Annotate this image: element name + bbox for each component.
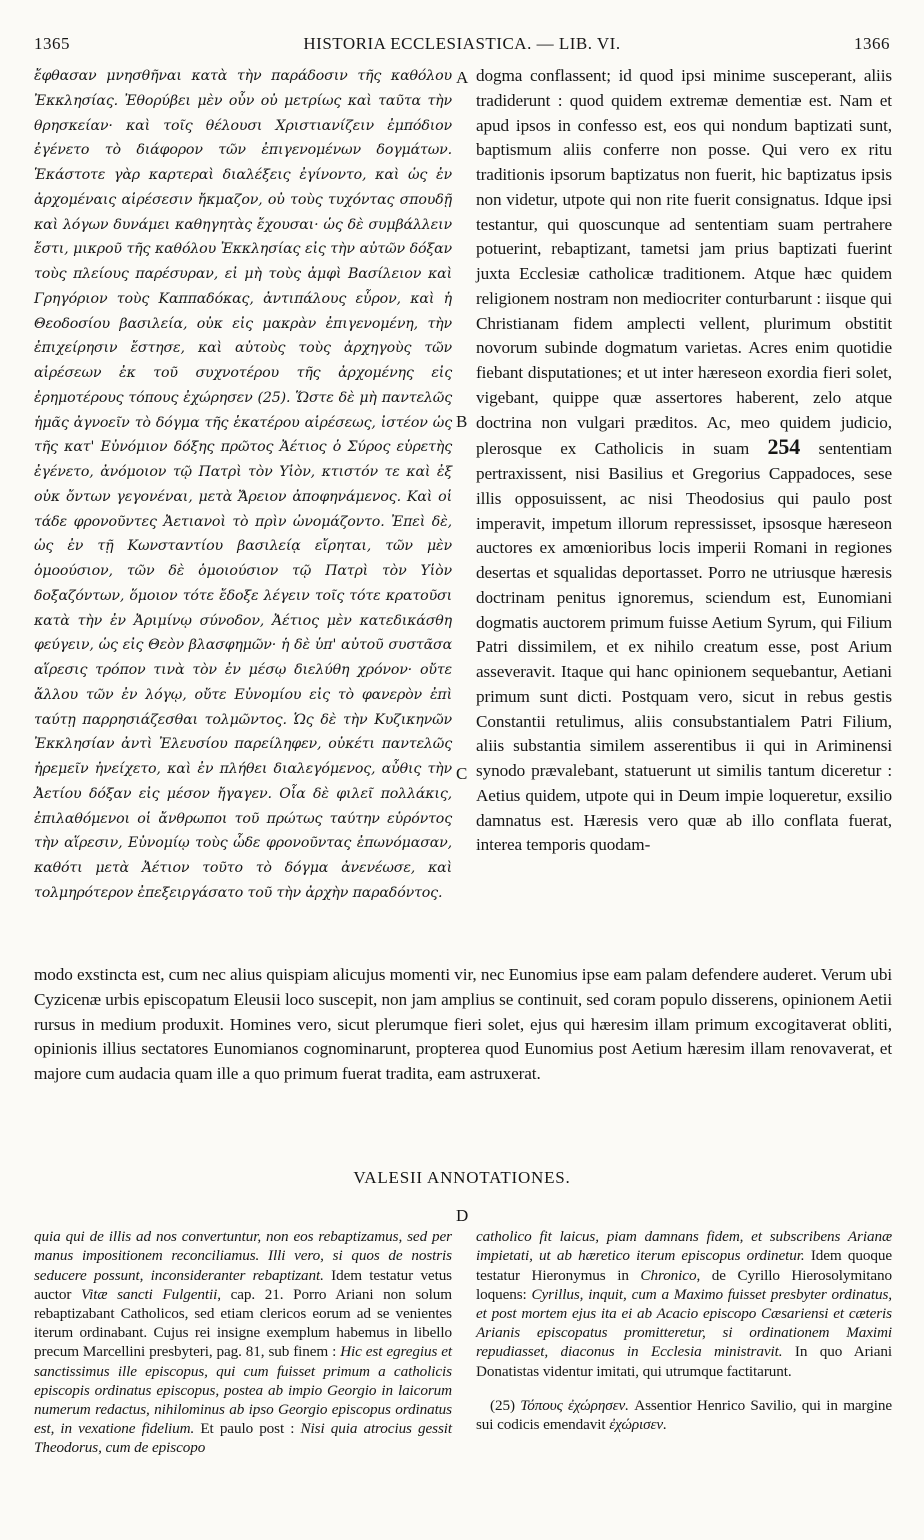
greek-column bbox=[34, 64, 452, 959]
latin-paragraph bbox=[476, 64, 892, 858]
greek-paragraph: ἔφθασαν μνησθῆναι κατὰ τὴν παράδοσιν τῆς καθόλου Ἐκκλησίας. Ἐθορύβει μὲν οὖν οὐ μετρίως καὶ ταῦτα τὴν θρησκείαν· καὶ τοῖς θέλουσι Χριστιανίζειν ἐμπόδιον ἐγένετο τὸ διάφορον τῶν ἐπιγενομένων δογμάτων. Ἑκάστοτε γὰρ καρτεραὶ διαλέξεις ἐγίνοντο, καὶ ὡς ἐν ἀρχομέναις αἱρέσεσιν ἤκμαζον, οὐ τοὺς τυχόντας σπουδῇ καὶ λόγων δυνάμει καθηγητὰς ἔχουσαι· ὡς δὲ συμβάλλειν ἔστι, μικροῦ τῆς καθόλου Ἐκκλησίας εἰς τὴν αὐτῶν δόξαν τοὺς πλείους παρέσυραν, εἰ μὴ τοὺς ἀμφὶ Βασίλειον καὶ Γρηγόριον τοὺς Καππαδόκας, ἀντιπάλους εὗρον, καὶ ἡ Θεοδοσίου βασιλεία, οὐκ εἰς μακρὰν ἐπιγενομένη, τὴν ἐπιχείρησιν ἔστησε, καὶ αὐτοὺς τοὺς ἀρχηγοὺς τῶν αἱρέσεων ἐκ τοῦ συχνοτέρου τῆς ἀρχομένης εἰς ἐρημοτέρους τόπους ἐχώρησεν (25). Ὥστε δὲ μὴ παντελῶς ἡμᾶς ἀγνοεῖν τὸ δόγμα τῆς ἑκατέρου αἱρέσεως, ἰστέον ὡς τῆς κατ' Εὐνόμιον δόξης πρῶτος Ἀέτιος ὁ Σύρος εὑρετὴς ἐγένετο, ἀνόμοιον τῷ Πατρὶ τὸν Υἱὸν, κτιστόν τε καὶ ἐξ οὐκ ὄντων γεγονέναι, μετὰ Ἄρειον ἀποφηνάμενος. Καὶ οἱ τάδε φρονοῦντες Ἀετιανοὶ τὸ πρὶν ὠνομάζοντο. Ἐπεὶ δὲ, ὡς ἐν τῇ Κωνσταντίου βασιλείᾳ εἴρηται, τῶν μὲν ὁμοούσιον, τῶν δὲ ὁμοιούσιον τῷ Πατρὶ τὸν Υἱὸν δοξαζόντων, ὅμοιον τότε ἔδοξε λέγειν τοῖς τότε κρατοῦσι κατὰ τὴν ἐν Ἀριμίνῳ σύνοδον, Ἀέτιος μὲν κατεδικάσθη φεύγειν, ὡς εἰς Θεὸν βλασφημῶν· ἡ δὲ ὑπ' αὐτοῦ συστᾶσα αἵρεσις τρόπον τινὰ τὸν ἐν μέσῳ διελύθη χρόνον· οὔτε ἄλλου τῶν ἐν λόγῳ, οὔτε Εὐνομίου εἰς τὸ φανερὸν ἐπὶ ταύτῃ παρρησιάζεσθαι τολμῶντος. Ὡς δὲ τὴν Κυζικηνῶν Ἐκκλησίαν ἀντὶ Ἐλευσίου παρείληφεν, οὐκέτι παντελῶς ἠρεμεῖν ἠνείχετο, καὶ ἐν πλήθει διαλεγόμενος, αὖθις τὴν Ἀετίου δόξαν εἰς μέσον ἤγαγεν. Οἷα δὲ φιλεῖ πολλάκις, ἐπιλαθόμενοι οἱ ἄνθρωποι τοῦ πρώτως ταύτην εὑρόντος τὴν αἵρεσιν, Εὐνομίῳ τοὺς ὧδε φρονοῦντας ἐπωνόμασαν, καθότι μετὰ Ἀέτιον τοῦτο τὸ δόγμα ἀνενέωσε, καὶ τολμηρότερον ἐπεξειργάσατο τοῦ τὴν ἀρχὴν παραδόντος. bbox=[34, 68, 452, 901]
work-title-italic: Vitæ sancti Fulgentii bbox=[81, 1285, 218, 1303]
annotations-left-column bbox=[34, 1212, 452, 1512]
note-text: , de Cyrillo Hierosolymitano loquens: bbox=[476, 1266, 892, 1303]
annotation-paragraph bbox=[34, 1227, 452, 1457]
running-title: HISTORIA ECCLESIASTICA. — LIB. VI. bbox=[303, 34, 621, 53]
margin-marker-a: A bbox=[456, 68, 469, 87]
latin-text-part-1: dogma conflassent; id quod ipsi minime susceperant, aliis tradiderunt : quod quidem extremæ dementiæ est. Nam et apud ipsos in confesso est, eos qui nondum baptizati sunt, baptismum aliis conferre non posse. Qui vero ex ritu traditionis ipsorum baptizatus non fuerit, hic baptizatus ipsis non videtur, utpote qui non rite fuerit consignatus. Idque ipsi testantur, qui quoscunque ad sententiam suam pertrahere potuerint, rebaptizant, tametsi jam prius baptizati fuerint juxta Ecclesiæ catholicæ traditionem. Atque hæc quidem religionem nostram non mediocriter conturbarunt : iisque qui Christianam fidem amplecti vellent, plurimum obstitit novorum subinde dogmatum varietas. Acres enim quotidie fiebant disputationes; et ut inter hæreseon exordia fieri solet, vigebant, quippe quæ assertores haberent, zelo atque doctrina non vulgari præditos. Ac, meo quidem judicio, plerosque ex Catholicis in suam bbox=[476, 66, 892, 459]
latin-column bbox=[476, 64, 892, 959]
annotations-right-column bbox=[476, 1212, 892, 1512]
note-text: Et paulo post : bbox=[194, 1420, 301, 1438]
annotation-paragraph-25 bbox=[476, 1396, 892, 1434]
note-number: (25) bbox=[490, 1397, 521, 1414]
right-page-number: 1366 bbox=[854, 34, 890, 53]
quote-italic: catholico fit laicus, piam damnans fidem, et subscribens Arianæ impietati, ut ab hæretico iterum episcopus ordinetur. bbox=[476, 1228, 892, 1265]
greek-lemma: Τόπους ἐχώρησεν. bbox=[520, 1397, 629, 1414]
quote-italic: Cyrillus, inquit, cum a Maximo fuisset presbyter ordinatus, et post mortem ejus ita ei ab Acacio episcopo Cæsariensi et cæteris Arianis episcopatus promitteretur, si ordinationem Maximi repudiasset, diaconus in Ecclesia ministravit. bbox=[476, 1285, 892, 1361]
work-title-italic: Chronico bbox=[640, 1266, 697, 1284]
quote-italic: Nisi quia atrocius gessit Theodorus, cum de episcopo bbox=[34, 1420, 452, 1457]
margin-marker-c: C bbox=[456, 764, 468, 783]
margin-marker-b: B bbox=[456, 412, 468, 431]
quote-italic: quia qui de illis ad nos convertuntur, non eos rebaptizamus, sed per manus impositionem reconciliamus. Illi vero, si quos de nostris seducere possunt, inconsideranter rebaptizant. bbox=[34, 1228, 452, 1284]
note-text: Idem testatur vetus auctor bbox=[34, 1266, 452, 1303]
note-text: Assentior Henrico Savilio, qui in margine sui codicis emendavit bbox=[476, 1397, 892, 1434]
latin-text-part-2: sententiam pertraxissent, nisi Basilius et Gregorius Cappadoces, sese illis opposuissent, ac nisi Theodosius qui paulo post imperavit, impetum illorum repressisset, ipsosque hæreseon auctores ex amœnioribus locis imperii Romani in regiones desertas et squalidas deportasset. Porro ne utriusque hæresis doctrinam penitus ignoremus, sciendum est, Eunomiani dogmatis auctorem primum fuisse Aetium Syrum, qui Filium Patri dissimilem, et ex nihilo creatum esse, post Arium asseveravit. Itaque qui hanc opinionem sequebantur, Aetiani primum sunt dicti. Postquam vero, sicut in rebus gestis Constantii retulimus, aliis consubstantialem Patri Filium, aliis substantia similem asserentibus ii qui in Ariminensi synodo prævalebant, statuerunt ut similis tantum diceretur : Aetius quidem, utpote qui in Deum impie loqueretur, exsilio damnatus est. Hæresis vero quæ ab illo conflata fuerat, interea temporis quodam- bbox=[476, 439, 892, 855]
annotation-paragraph bbox=[476, 1227, 892, 1381]
latin-full-width-text bbox=[34, 963, 892, 1133]
greek-emendation: ἐχώρισεν. bbox=[609, 1416, 667, 1434]
running-header bbox=[34, 34, 890, 58]
margin-number: 254 bbox=[767, 434, 801, 460]
note-text: Idem quoque testatur Hieronymus in bbox=[476, 1247, 892, 1284]
left-page-number: 1365 bbox=[34, 34, 70, 53]
annotations-heading: VALESII ANNOTATIONES. bbox=[353, 1168, 571, 1187]
latin-full-paragraph: modo exstincta est, cum nec alius quispiam alicujus momenti vir, nec Eunomius ipse eam palam defendere auderet. Verum ubi Cyzicenæ urbis episcopatum Eleusii loco suscepit, non jam amplius se continuit, sed coram populo disserens, opinionem Aetii rursus in medium produxit. Homines vero, sicut plerumque fieri solet, ejus qui hæresim illam primum excogitaverat obliti, opinionis illius sectatores Eunomianos cognominarunt, propterea quod Eunomius post Aetium hæresim illam renovaverat, et majore cum audacia quam ille a quo primum fuerat tradita, eam astruxerat. bbox=[34, 965, 892, 1083]
margin-marker-d: D bbox=[456, 1206, 469, 1225]
note-text: In quo Ariani Donatistas videntur imitati, qui utrumque factitarunt. bbox=[476, 1343, 893, 1380]
quote-italic: Hic est egregius et sanctissimus ille episcopus, qui cum fuisset primum a catholicis episcopis ordinatus episcopus, postea ab impio Georgio in laicorum numerum redactus, nihilominus ab ipso Georgio episcopus ordinatus est, in vexatione fidelium. bbox=[34, 1343, 452, 1438]
note-text: , cap. 21. Porro Ariani non solum rebaptizabant Catholicos, sed etiam clericos eorum ad se venientes iterum ordinabant. Cujus rei insigne exemplum habemus in libello precum Marcellini presbyteri, pag. 81, sub finem : bbox=[34, 1285, 452, 1361]
